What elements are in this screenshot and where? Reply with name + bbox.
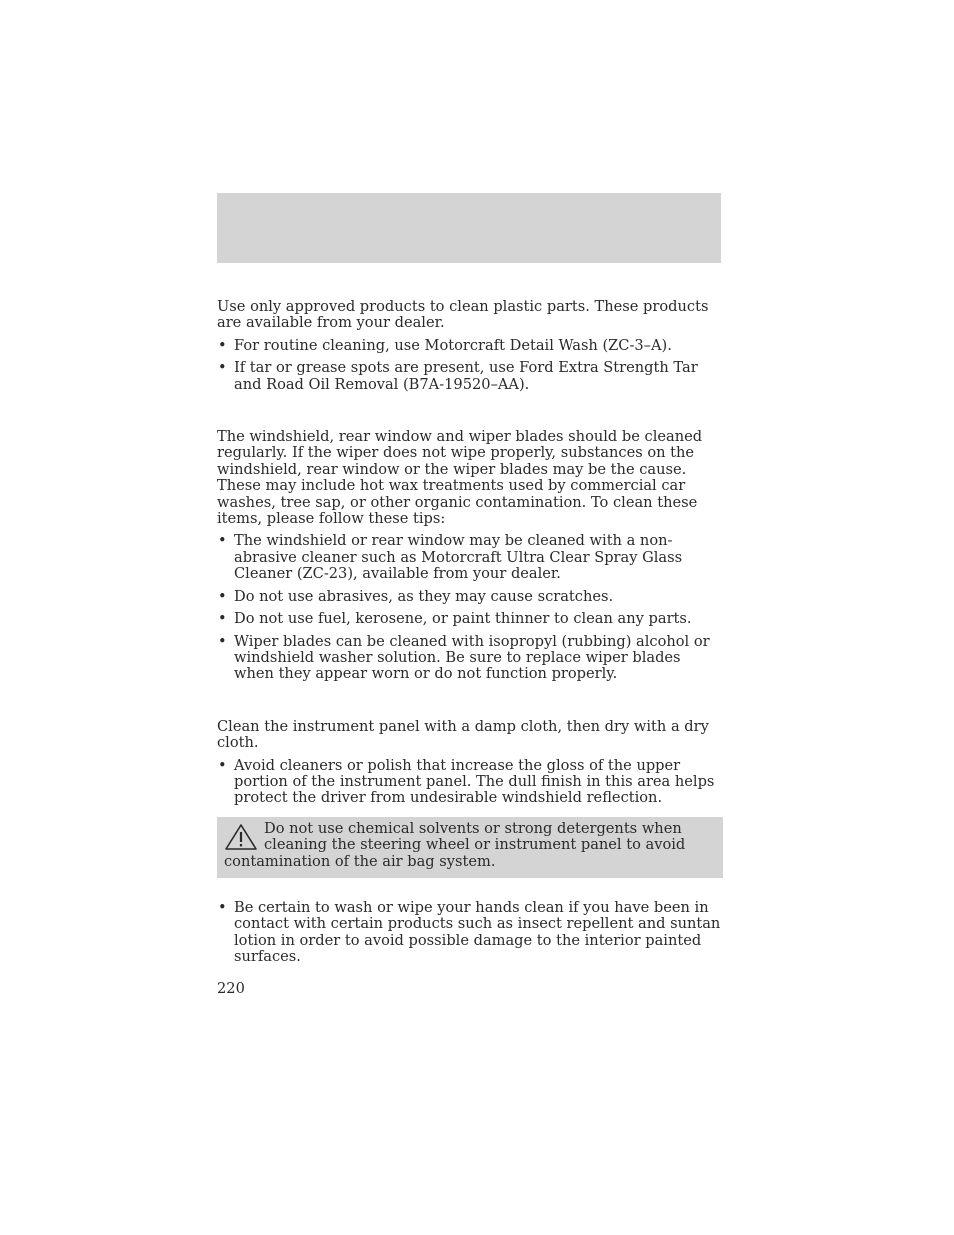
list-item (217, 900, 723, 966)
list-item (217, 634, 723, 683)
warning-triangle-icon (224, 823, 258, 851)
list-item (217, 611, 723, 627)
list-item-text: For routine cleaning, use Motorcraft Detail Wash (ZC-3–A). (234, 336, 672, 354)
list-item (217, 758, 723, 807)
list-item-text: Avoid cleaners or polish that increase the gloss of the upper portion of the instrument panel. The dull finish in this area helps protect the driver from undesirable windshield reflection. (234, 756, 715, 807)
warning-box (217, 817, 723, 878)
instrument-panel-intro: Clean the instrument panel with a damp cloth, then dry with a dry cloth. (217, 717, 709, 752)
windshield-list (217, 533, 723, 682)
list-item-text: If tar or grease spots are present, use Ford Extra Strength Tar and Road Oil Removal (B7A-19520–AA). (234, 359, 698, 393)
warning-text: Do not use chemical solvents or strong detergents when cleaning the steering wheel or instrument panel to avoid contamination of the air bag system. (224, 819, 686, 870)
page-number: 220 (217, 980, 245, 997)
list-item-text: Do not use fuel, kerosene, or paint thinner to clean any parts. (234, 610, 692, 628)
instrument-panel-list (217, 758, 723, 807)
list-item (217, 338, 723, 354)
bullet-glyph: • (218, 632, 227, 650)
bullet-glyph: • (218, 336, 227, 354)
section-gap (217, 393, 723, 429)
list-item-text: The windshield or rear window may be cleaned with a non-abrasive cleaner such as Motorcraft Ultra Clear Spray Glass Cleaner (ZC-23), available from your dealer. (234, 532, 683, 583)
plastic-parts-list (217, 338, 723, 393)
hands-list (217, 900, 723, 966)
bullet-glyph: • (218, 532, 227, 550)
section-gap (217, 683, 723, 719)
bullet-glyph: • (218, 756, 227, 774)
list-item-text: Be certain to wash or wipe your hands clean if you have been in contact with certain products such as insect repellent and suntan lotion in order to avoid possible damage to the interior painted surfaces. (234, 898, 721, 966)
list-item (217, 533, 723, 582)
list-item-text: Wiper blades can be cleaned with isopropyl (rubbing) alcohol or windshield washer solution. Be sure to replace wiper blades when they appear worn or do not function properly. (234, 632, 710, 683)
bullet-glyph: • (218, 587, 227, 605)
bullet-glyph: • (218, 898, 227, 916)
list-item-text: Do not use abrasives, as they may cause scratches. (234, 587, 614, 605)
plastic-parts-intro: Use only approved products to clean plastic parts. These products are available from your dealer. (217, 298, 709, 332)
list-item (217, 360, 723, 393)
list-item (217, 589, 723, 605)
page-content (217, 299, 723, 966)
windshield-intro: The windshield, rear window and wiper blades should be cleaned regularly. If the wiper does not wipe properly, substances on the windshield, rear window or the wiper blades may be the cause. These may include hot wax treatments used by commercial car washes, tree sap, or other organic contamination. To clean these items, please follow these tips: (217, 428, 703, 528)
bullet-glyph: • (218, 359, 227, 377)
header-band (217, 193, 721, 263)
bullet-glyph: • (218, 610, 227, 628)
